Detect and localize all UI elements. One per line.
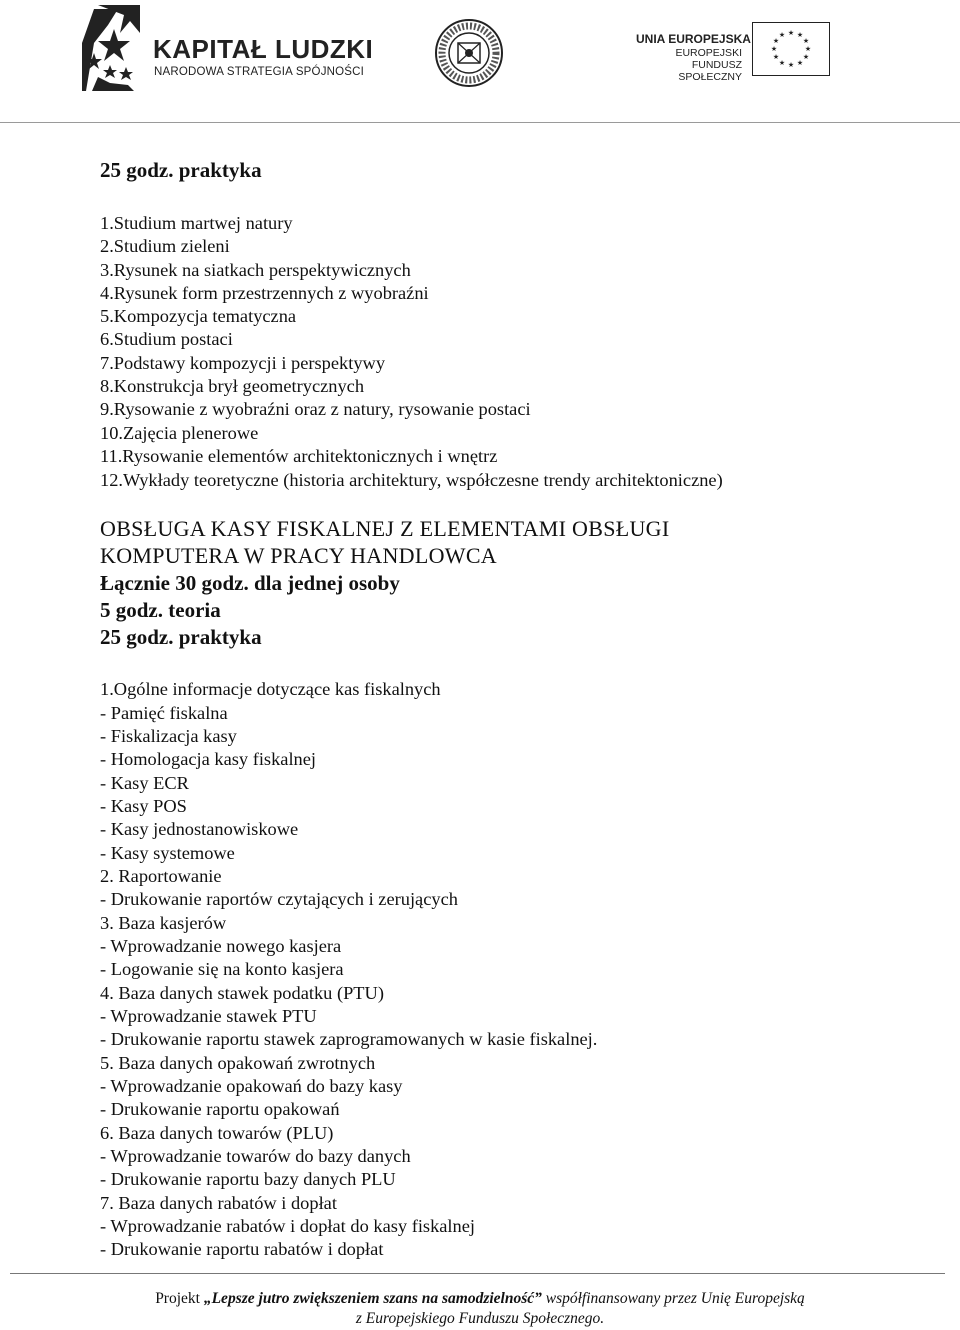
- svg-text:★: ★: [802, 53, 810, 61]
- footer-project-title: „Lepsze jutro zwiększeniem szans na samodzielność”: [203, 1290, 542, 1307]
- hours-theory: 5 godz. teoria: [100, 598, 221, 622]
- list-item: 5. Baza danych opakowań zwrotnych: [100, 1053, 376, 1073]
- list-item: 4. Baza danych stawek podatku (PTU): [100, 983, 384, 1003]
- list-item: - Wprowadzanie rabatów i dopłat do kasy fiskalnej: [100, 1216, 476, 1236]
- list-item: 11.Rysowanie elementów architektonicznych i wnętrz: [100, 446, 498, 466]
- svg-text:★: ★: [787, 61, 795, 69]
- eu-flag-icon: [752, 22, 830, 76]
- list-item: 3.Rysunek na siatkach perspektywicznych: [100, 260, 411, 280]
- list-item: 7. Baza danych rabatów i dopłat: [100, 1193, 337, 1213]
- footer-fund-line: z Europejskiego Funduszu Społecznego.: [355, 1310, 605, 1327]
- list-item: 1.Studium martwej natury: [100, 213, 293, 233]
- list-item: - Kasy jednostanowiskowe: [100, 819, 299, 839]
- svg-text:★: ★: [802, 37, 810, 45]
- footer-project-line: [0, 1290, 960, 1308]
- kapital-ludzki-subtitle: NARODOWA STRATEGIA SPÓJNOŚCI: [154, 66, 365, 78]
- footer-divider: [10, 1273, 945, 1274]
- list-item: - Wprowadzanie opakowań do bazy kasy: [100, 1076, 403, 1096]
- pcpr-seal-icon: [434, 10, 504, 96]
- page-header: [0, 0, 960, 125]
- list-item: 6.Studium postaci: [100, 329, 233, 349]
- kapital-ludzki-title: KAPITAŁ LUDZKI: [153, 34, 374, 64]
- svg-text:★: ★: [770, 45, 778, 53]
- list-item: 1.Ogólne informacje dotyczące kas fiskalnych: [100, 679, 441, 699]
- svg-text:★: ★: [796, 31, 804, 39]
- svg-text:★: ★: [796, 59, 804, 67]
- list-item: 10.Zajęcia plenerowe: [100, 423, 259, 443]
- list-item: - Pamięć fiskalna: [100, 703, 228, 723]
- list-item: - Drukowanie raportów czytających i zerujących: [100, 889, 458, 909]
- list-item: - Wprowadzanie towarów do bazy danych: [100, 1146, 411, 1166]
- list-item: 9.Rysowanie z wyobraźni oraz z natury, rysowanie postaci: [100, 399, 531, 419]
- list-item: 2.Studium zieleni: [100, 236, 230, 256]
- svg-text:★: ★: [787, 29, 795, 37]
- header-divider: [0, 122, 960, 123]
- list-item: 12.Wykłady teoretyczne (historia architektury, współczesne trendy architektoniczne): [100, 470, 723, 490]
- list-item: - Kasy systemowe: [100, 843, 235, 863]
- eu-title: UNIA EUROPEJSKA: [636, 32, 751, 46]
- list-item: 6. Baza danych towarów (PLU): [100, 1123, 334, 1143]
- section2-title: KOMPUTERA W PRACY HANDLOWCA: [100, 543, 497, 568]
- list-item: 4.Rysunek form przestrzennych z wyobraźni: [100, 283, 429, 303]
- eu-fund-line: FUNDUSZ SPOŁECZNY: [678, 59, 742, 83]
- hours-total: Łącznie 30 godz. dla jednej osoby: [100, 571, 400, 595]
- list-item: - Logowanie się na konto kasjera: [100, 959, 344, 979]
- eu-fund-line: EUROPEJSKI: [675, 47, 742, 59]
- list-item: 8.Konstrukcja brył geometrycznych: [100, 376, 365, 396]
- list-item: 5.Kompozycja tematyczna: [100, 306, 297, 326]
- svg-text:★: ★: [772, 37, 780, 45]
- list-item: - Drukowanie raportu stawek zaprogramowanych w kasie fiskalnej.: [100, 1029, 598, 1049]
- svg-text:★: ★: [778, 59, 786, 67]
- list-item: - Fiskalizacja kasy: [100, 726, 237, 746]
- list-item: - Wprowadzanie stawek PTU: [100, 1006, 317, 1026]
- svg-text:★: ★: [804, 45, 812, 53]
- list-item: - Kasy ECR: [100, 773, 189, 793]
- list-item: - Wprowadzanie nowego kasjera: [100, 936, 342, 956]
- list-item: - Homologacja kasy fiskalnej: [100, 749, 317, 769]
- hours-practice: 25 godz. praktyka: [100, 625, 262, 649]
- svg-text:★: ★: [772, 53, 780, 61]
- list-item: - Drukowanie raportu opakowań: [100, 1099, 340, 1119]
- list-item: - Drukowanie raportu bazy danych PLU: [100, 1169, 396, 1189]
- footer-cofinanced: współfinansowany przez Unię Europejską: [541, 1290, 805, 1307]
- section1-heading: 25 godz. praktyka: [100, 158, 262, 182]
- section2-title: OBSŁUGA KASY FISKALNEJ Z ELEMENTAMI OBSŁUGI: [100, 516, 670, 541]
- list-item: - Drukowanie raportu rabatów i dopłat: [100, 1239, 384, 1259]
- kapital-ludzki-logo-icon: [80, 3, 142, 93]
- svg-text:★: ★: [778, 31, 786, 39]
- list-item: 2. Raportowanie: [100, 866, 222, 886]
- list-item: - Kasy POS: [100, 796, 187, 816]
- footer-projekt-label: Projekt: [155, 1290, 200, 1307]
- list-item: 7.Podstawy kompozycji i perspektywy: [100, 353, 386, 373]
- list-item: 3. Baza kasjerów: [100, 913, 227, 933]
